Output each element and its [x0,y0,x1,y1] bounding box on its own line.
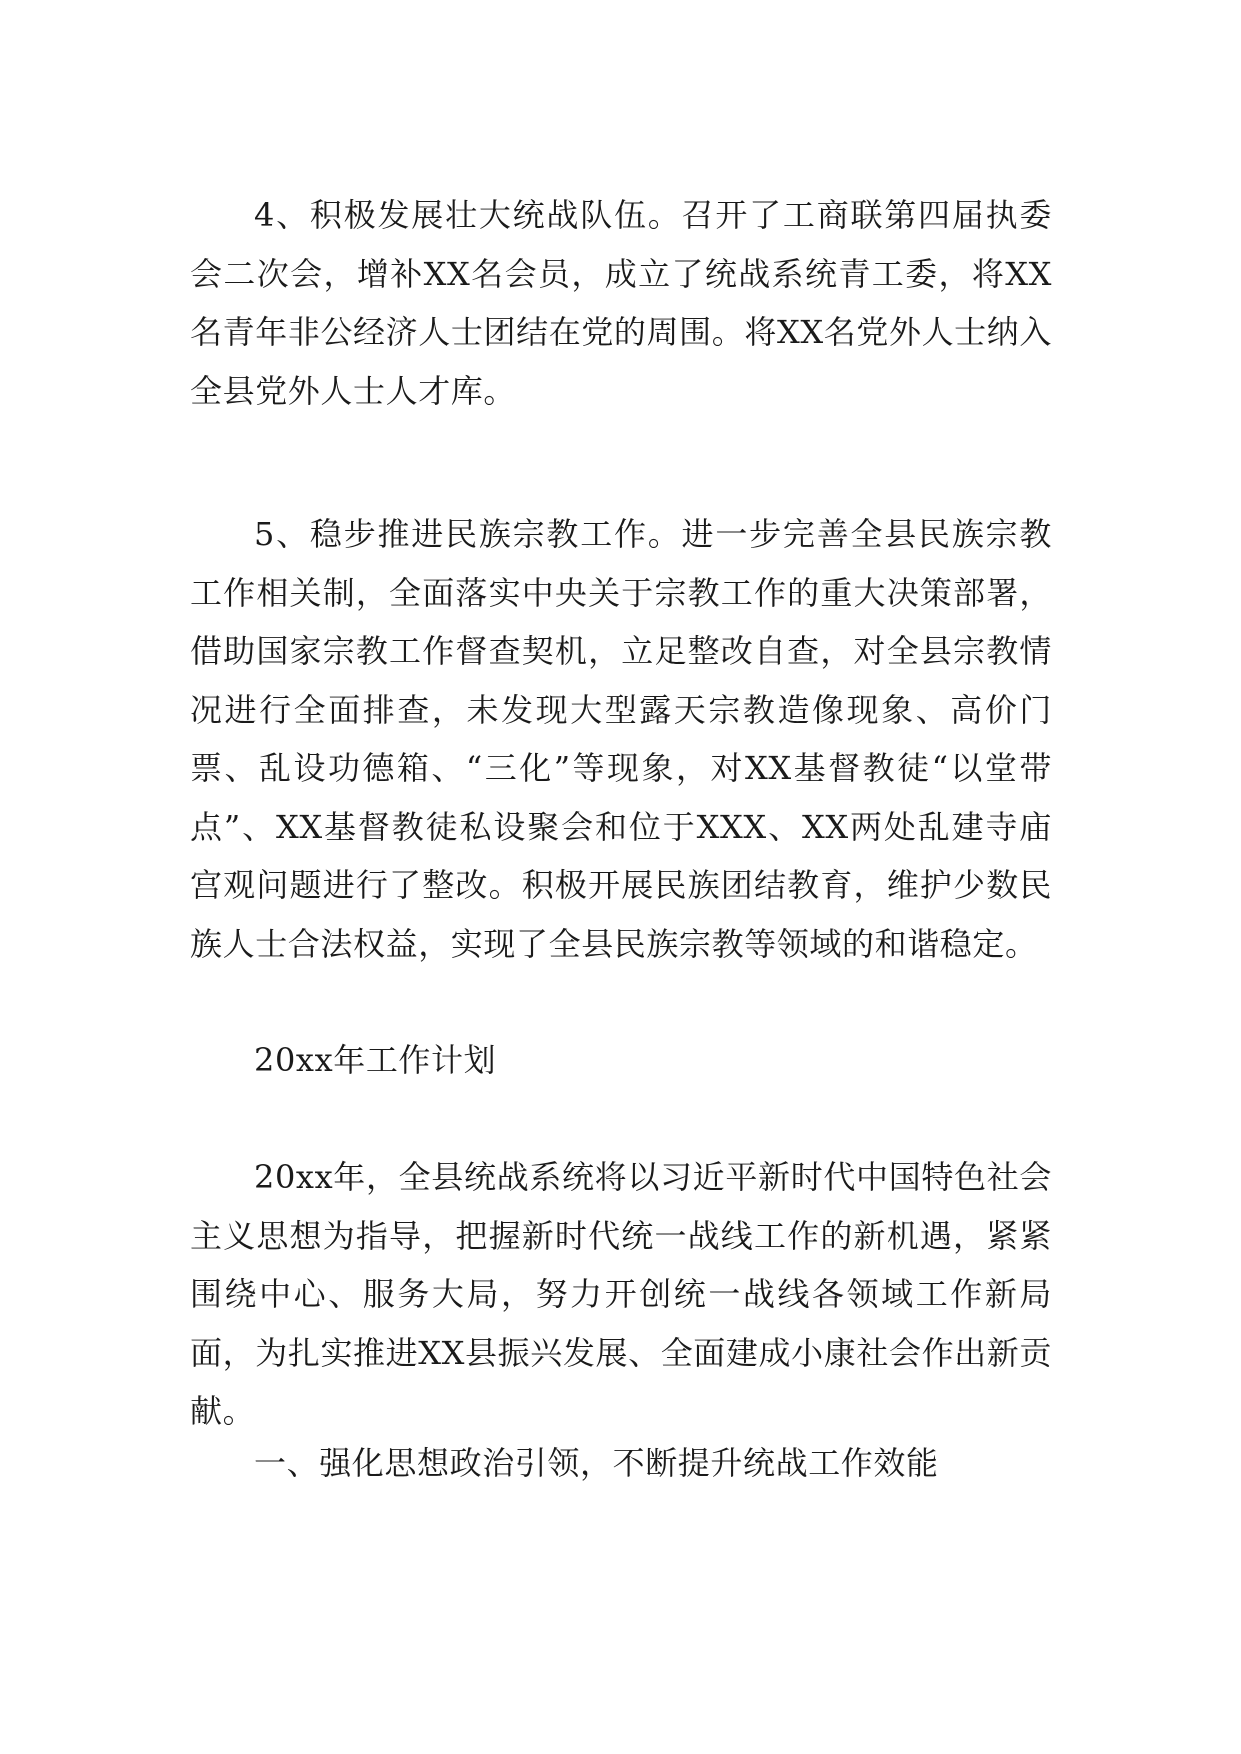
subheading-political-guidance: 一、强化思想政治引领，不断提升统战工作效能 [254,1444,939,1482]
paragraph-team-building: 4、积极发展壮大统战队伍。召开了工商联第四届执委会二次会，增补XX名会员，成立了统战系统青工委，将XX名青年非公经济人士团结在党的周围。将XX名党外人士纳入全县党外人士人才库。 [190,196,1052,410]
paragraph-ethnic-religious-work: 5、稳步推进民族宗教工作。进一步完善全县民族宗教工作相关制，全面落实中央关于宗教工作的重大决策部署，借助国家宗教工作督查契机，立足整改自查，对全县宗教情况进行全面排查，未发现大型露天宗教造像现象、高价门票、乱设功德箱、“三化”等现象，对XX基督教徒“以堂带点”、XX基督教徒私设聚会和位于XXX、XX两处乱建寺庙宫观问题进行了整改。积极开展民族团结教育，维护少数民族人士合法权益，实现了全县民族宗教等领域的和谐稳定。 [190,515,1052,963]
paragraph-plan-overview: 20xx年，全县统战系统将以习近平新时代中国特色社会主义思想为指导，把握新时代统一战线工作的新机遇，紧紧围绕中心、服务大局，努力开创统一战线各领域工作新局面，为扎实推进XX县振兴发展、全面建成小康社会作出新贡献。 [190,1158,1052,1430]
section-heading-work-plan: 20xx年工作计划 [254,1041,497,1079]
